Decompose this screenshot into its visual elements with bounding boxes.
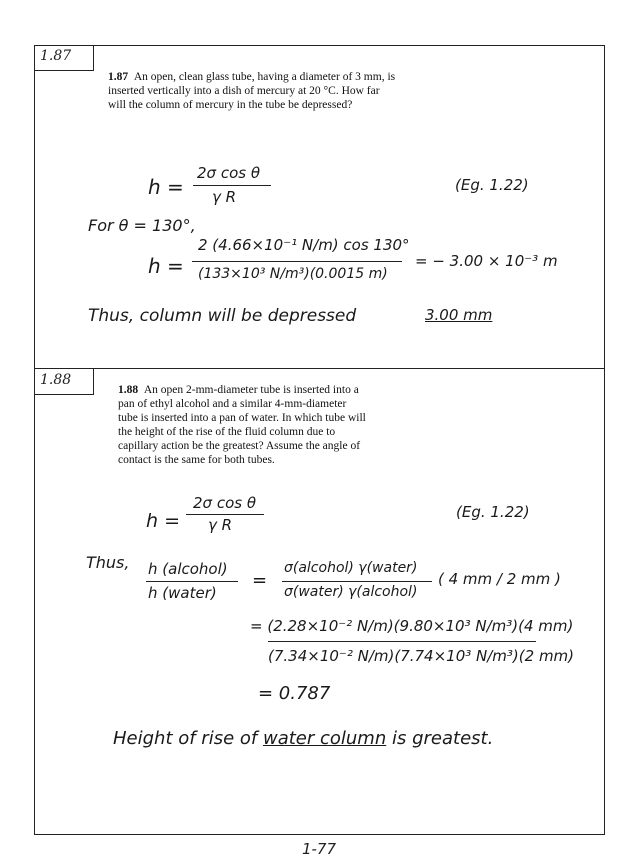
problem-statement (118, 383, 366, 467)
equation-reference: (Eg. 1.22) (455, 176, 529, 194)
problem-text: An open 2-mm-diameter tube is inserted into a pan of ethyl alcohol and a similar 4-mm-diameter tube is inserted into a pan of water. In which tube will the height of the rise of the fluid column due to capillary action be the greatest? Assume the angle of contact is the same for both tubes. (118, 384, 366, 466)
fraction-bar (186, 514, 264, 515)
fraction-bar (193, 185, 271, 186)
rhs-denominator: σ(water) γ(alcohol) (284, 584, 418, 600)
condition-text: For θ = 130°, (88, 216, 196, 235)
ratio-result: = 0.787 (258, 683, 331, 704)
equation-lhs: h = (148, 175, 184, 199)
conclusion-text: Thus, column will be depressed (88, 306, 357, 326)
problem-number: 1.87 (108, 71, 129, 83)
answer-value: 3.00 mm (425, 306, 493, 324)
equation-denominator: γ R (212, 188, 237, 206)
problem-tag: 1.87 (34, 45, 94, 71)
problem-text: An open, clean glass tube, having a diameter of 3 mm, is inserted vertically into a dish of mercury at 20 °C. How far will the column of mercury in the tube be depressed? (108, 71, 396, 111)
equation-denominator: γ R (208, 516, 233, 534)
problem-statement (108, 70, 398, 112)
fraction-bar (268, 641, 536, 642)
equation-numerator: 2σ cos θ (193, 494, 257, 512)
conclusion-emphasis: water column (262, 728, 387, 749)
equation-numerator: 2 (4.66×10⁻¹ N/m) cos 130° (198, 236, 410, 254)
problem-divider (34, 368, 605, 369)
equation-denominator: (133×10³ N/m³)(0.0015 m) (198, 266, 388, 282)
conclusion-text (113, 728, 493, 749)
ratio-numerator: h (alcohol) (148, 560, 228, 578)
thus-label: Thus, (86, 553, 130, 572)
fraction-bar (146, 581, 238, 582)
equation-lhs: h = (148, 254, 184, 278)
equation-reference: (Eg. 1.22) (456, 503, 530, 521)
problem-tag: 1.88 (34, 369, 94, 395)
equals-sign: = (252, 570, 268, 591)
conclusion-prefix: Height of rise of (113, 728, 258, 749)
equation-lhs: h = (146, 510, 181, 532)
fraction-bar (192, 261, 402, 262)
ratio-denominator: h (water) (148, 584, 217, 602)
problem-number: 1.88 (118, 384, 139, 396)
substitution-denominator: (7.34×10⁻² N/m)(7.74×10³ N/m³)(2 mm) (268, 647, 575, 665)
substitution-numerator: = (2.28×10⁻² N/m)(9.80×10³ N/m³)(4 mm) (250, 617, 574, 635)
rhs-numerator: σ(alcohol) γ(water) (284, 560, 418, 576)
equation-result: = − 3.00 × 10⁻³ m (415, 252, 558, 270)
conclusion-suffix: is greatest. (391, 728, 494, 749)
page-number: 1-77 (301, 840, 337, 858)
equation-numerator: 2σ cos θ (197, 164, 261, 182)
diameter-ratio: ( 4 mm / 2 mm ) (438, 570, 561, 588)
fraction-bar (282, 581, 432, 582)
